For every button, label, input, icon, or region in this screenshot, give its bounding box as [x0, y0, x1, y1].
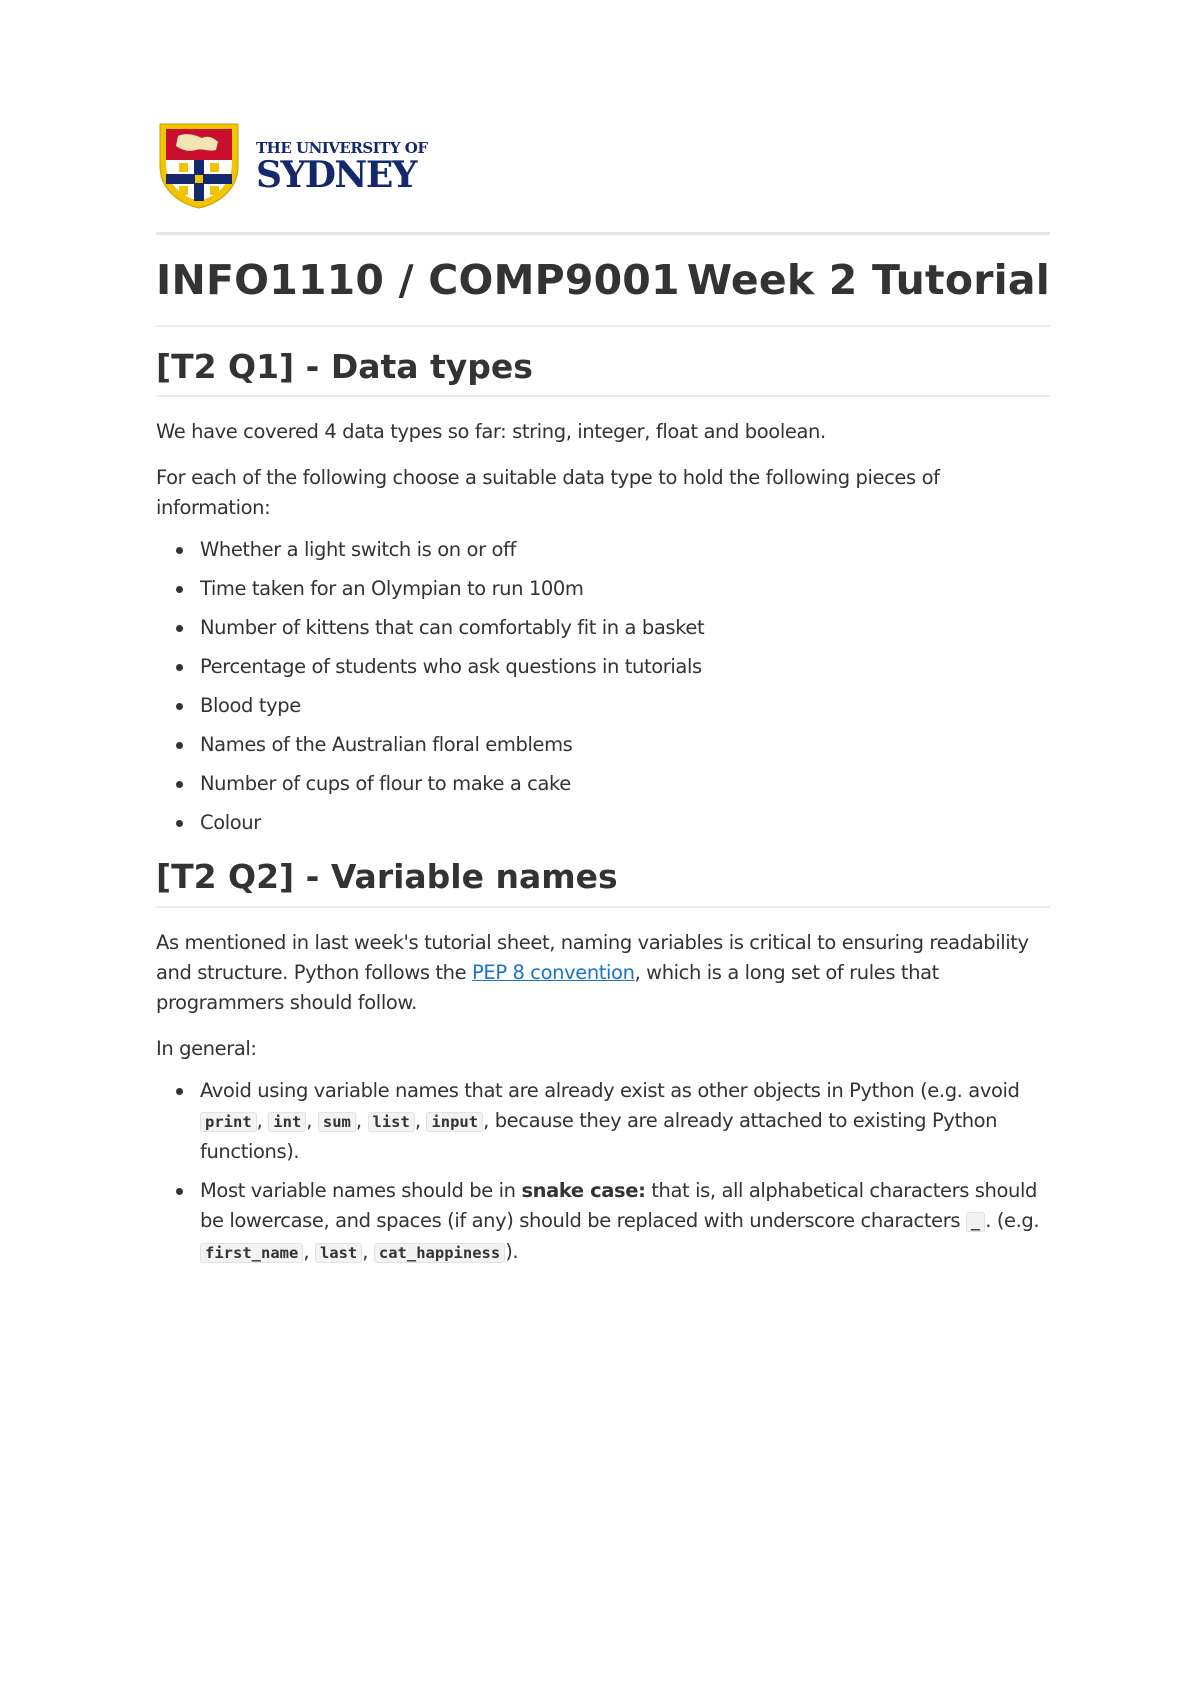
list-item: Number of cups of flour to make a cake — [200, 769, 1050, 799]
separator: , — [306, 1108, 318, 1132]
q2-paragraph — [156, 928, 1050, 1018]
code-int: int — [268, 1112, 306, 1132]
q2-list — [156, 1076, 1050, 1268]
wordmark-line2: SYDNEY — [256, 154, 416, 196]
q1-instruction: For each of the following choose a suitable data type to hold the following pieces of information: — [156, 466, 940, 520]
code-cat-happiness: cat_happiness — [374, 1243, 505, 1263]
list-item: Colour — [200, 808, 1050, 838]
university-wordmark — [256, 137, 428, 196]
separator: , — [256, 1108, 269, 1132]
separator: , — [362, 1239, 374, 1263]
q1-divider — [156, 395, 1050, 397]
list-item: Percentage of students who ask questions in tutorials — [200, 652, 1050, 682]
q2-heading: [T2 Q2] - Variable names — [156, 857, 618, 897]
q2-para-start: As mentioned in last week's tutorial sheet, naming variables is critical to ensuring readability and structure. Python follows the — [156, 930, 1029, 984]
bullet2-text-eg: . (e.g. — [985, 1208, 1040, 1232]
bullet1-text-start: Avoid using variable names that are already exist as other objects in Python (e.g. avoid — [200, 1078, 1020, 1102]
bullet2-text-end: ). — [505, 1239, 519, 1263]
list-item: Number of kittens that can comfortably fit in a basket — [200, 613, 1050, 643]
list-item: Blood type — [200, 691, 1050, 721]
bullet1-text-end: , because they are already attached to existing Python functions). — [200, 1108, 998, 1163]
q2-general: In general: — [156, 1036, 257, 1060]
bullet2-text-start: Most variable names should be in — [200, 1178, 522, 1202]
university-logo — [156, 118, 1050, 212]
university-crest-icon — [156, 120, 242, 210]
q2-para-end: , which is a long set of rules that programmers should follow. — [156, 960, 939, 1014]
code-first-name: first_name — [200, 1243, 303, 1263]
code-input: input — [426, 1112, 483, 1132]
tutorial-page — [156, 118, 1050, 1277]
week-title: Week 2 Tutorial — [686, 256, 1050, 304]
list-item-avoid-builtins — [200, 1076, 1050, 1167]
course-code: INFO1110 / COMP9001 — [156, 256, 680, 304]
bullet2-text-mid: that is, all alphabetical characters should be lowercase, and spaces (if any) should be replaced with underscore characters — [200, 1178, 1037, 1232]
separator: , — [303, 1239, 315, 1263]
list-item: Time taken for an Olympian to run 100m — [200, 574, 1050, 604]
separator: , — [414, 1108, 427, 1132]
snake-case-term: snake case: — [521, 1178, 646, 1202]
q2-divider — [156, 906, 1050, 908]
code-sum: sum — [318, 1112, 356, 1132]
code-last: last — [315, 1243, 362, 1263]
separator: , — [355, 1108, 368, 1132]
list-item: Whether a light switch is on or off — [200, 535, 1050, 565]
list-item: Names of the Australian floral emblems — [200, 730, 1050, 760]
q1-intro: We have covered 4 data types so far: string, integer, float and boolean. — [156, 420, 826, 444]
code-underscore: _ — [966, 1212, 985, 1232]
q1-list — [156, 535, 1050, 838]
page-title — [156, 235, 1050, 325]
q1-heading: [T2 Q1] - Data types — [156, 347, 533, 386]
code-print: print — [200, 1112, 257, 1132]
code-list: list — [368, 1112, 415, 1132]
pep8-link[interactable]: PEP 8 convention — [472, 960, 635, 984]
wordmark-line1: THE UNIVERSITY OF — [256, 139, 428, 157]
list-item-snake-case — [200, 1176, 1050, 1268]
